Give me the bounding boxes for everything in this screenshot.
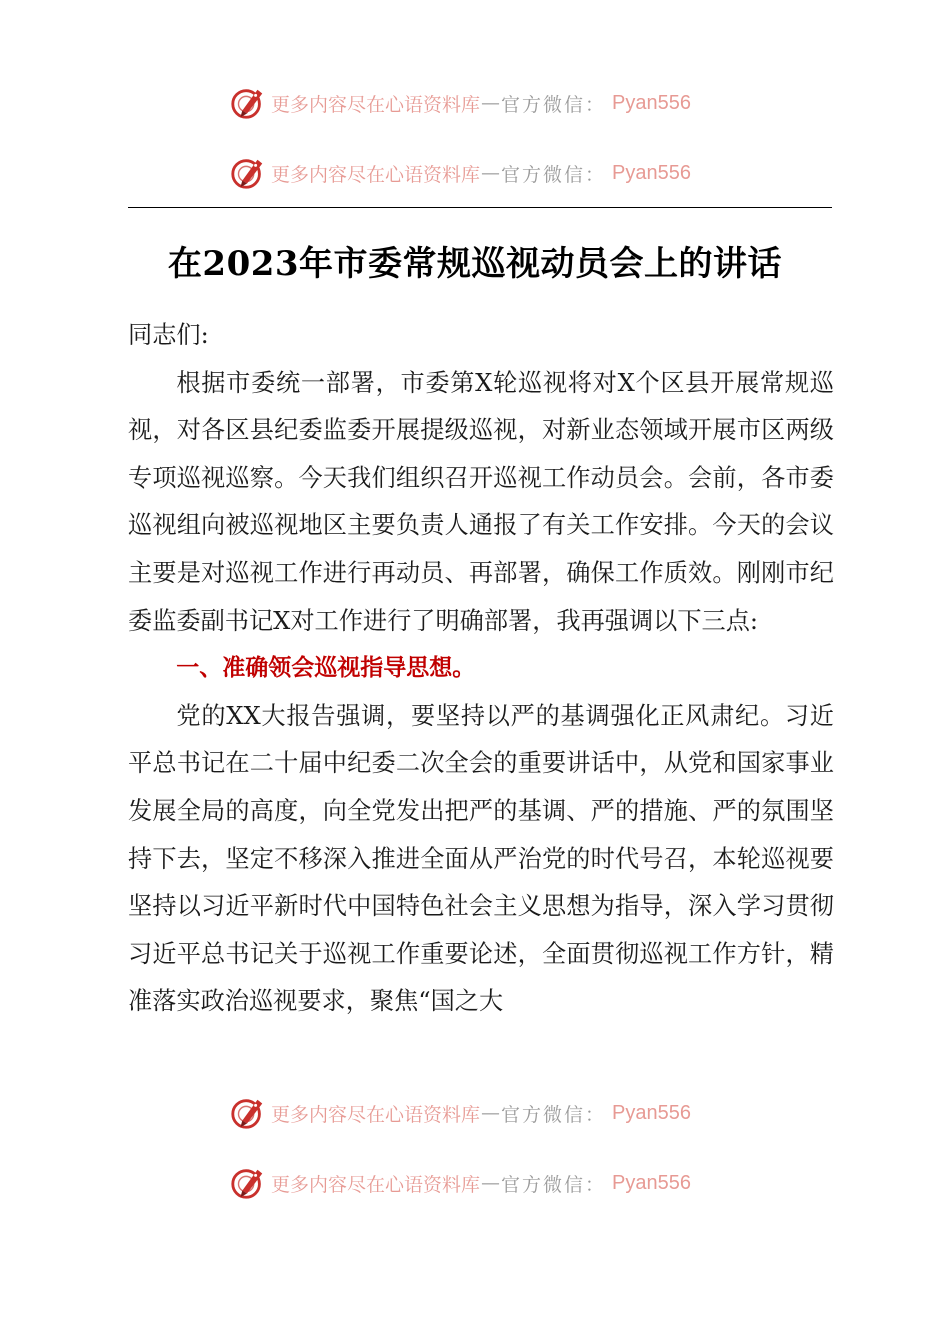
section-heading: 一、准确领会巡视指导思想。 bbox=[176, 655, 476, 682]
watermark-banner-top-1 bbox=[229, 83, 691, 123]
watermark-text: 更多内容尽在心语资料库 bbox=[271, 1173, 481, 1196]
paragraph: 根据市委统一部署，市委第X轮巡视将对X个区县开展常规巡视，对各区县纪委监委开展提级巡视，对新业态领域开展市区两级专项巡视巡察。今天我们组织召开巡视工作动员会。会前，各市委巡视组向被巡视地区主要负责人通报了有关工作安排。今天的会议主要是对巡视工作进行再动员、再部署，确保工作质效。刚刚市纪委监委副书记X对工作进行了明确部署，我再强调以下三点: bbox=[128, 368, 834, 635]
watermark-banner-bottom-2 bbox=[229, 1163, 691, 1203]
watermark-text: 更多内容尽在心语资料库 bbox=[271, 163, 481, 186]
watermark-label: 官方微信： bbox=[501, 93, 607, 116]
watermark-dash: — bbox=[481, 92, 501, 114]
watermark-banner-bottom-1 bbox=[229, 1093, 691, 1133]
watermark-text: 更多内容尽在心语资料库 bbox=[271, 93, 481, 116]
pen-nib-icon bbox=[229, 1094, 267, 1132]
page-title: 在2023年市委常规巡视动员会上的讲话 bbox=[167, 244, 783, 284]
watermark-label: 官方微信： bbox=[501, 1173, 607, 1196]
salutation: 同志们: bbox=[128, 321, 209, 349]
watermark-text: 更多内容尽在心语资料库 bbox=[271, 1103, 481, 1126]
watermark-account: Pyan556 bbox=[612, 1101, 691, 1124]
watermark-dash: — bbox=[481, 1102, 501, 1124]
watermark-dash: — bbox=[481, 1172, 501, 1194]
watermark-account: Pyan556 bbox=[612, 1171, 691, 1194]
pen-nib-icon bbox=[229, 1164, 267, 1202]
watermark-account: Pyan556 bbox=[612, 161, 691, 184]
document-body bbox=[128, 312, 834, 1026]
watermark-dash: — bbox=[481, 162, 501, 184]
header-divider bbox=[128, 207, 832, 208]
watermark-label: 官方微信： bbox=[501, 1103, 607, 1126]
pen-nib-icon bbox=[229, 84, 267, 122]
paragraph: 党的XX大报告强调，要坚持以严的基调强化正风肃纪。习近平总书记在二十届中纪委二次全会的重要讲话中，从党和国家事业发展全局的高度，向全党发出把严的基调、严的措施、严的氛围坚持下去，坚定不移深入推进全面从严治党的时代号召，本轮巡视要坚持以习近平新时代中国特色社会主义思想为指导，深入学习贯彻习近平总书记关于巡视工作重要论述，全面贯彻巡视工作方针，精准落实政治巡视要求，聚焦“国之大 bbox=[128, 701, 834, 1016]
pen-nib-icon bbox=[229, 154, 267, 192]
watermark-label: 官方微信： bbox=[501, 163, 607, 186]
watermark-account: Pyan556 bbox=[612, 91, 691, 114]
watermark-banner-top-2 bbox=[229, 153, 691, 193]
